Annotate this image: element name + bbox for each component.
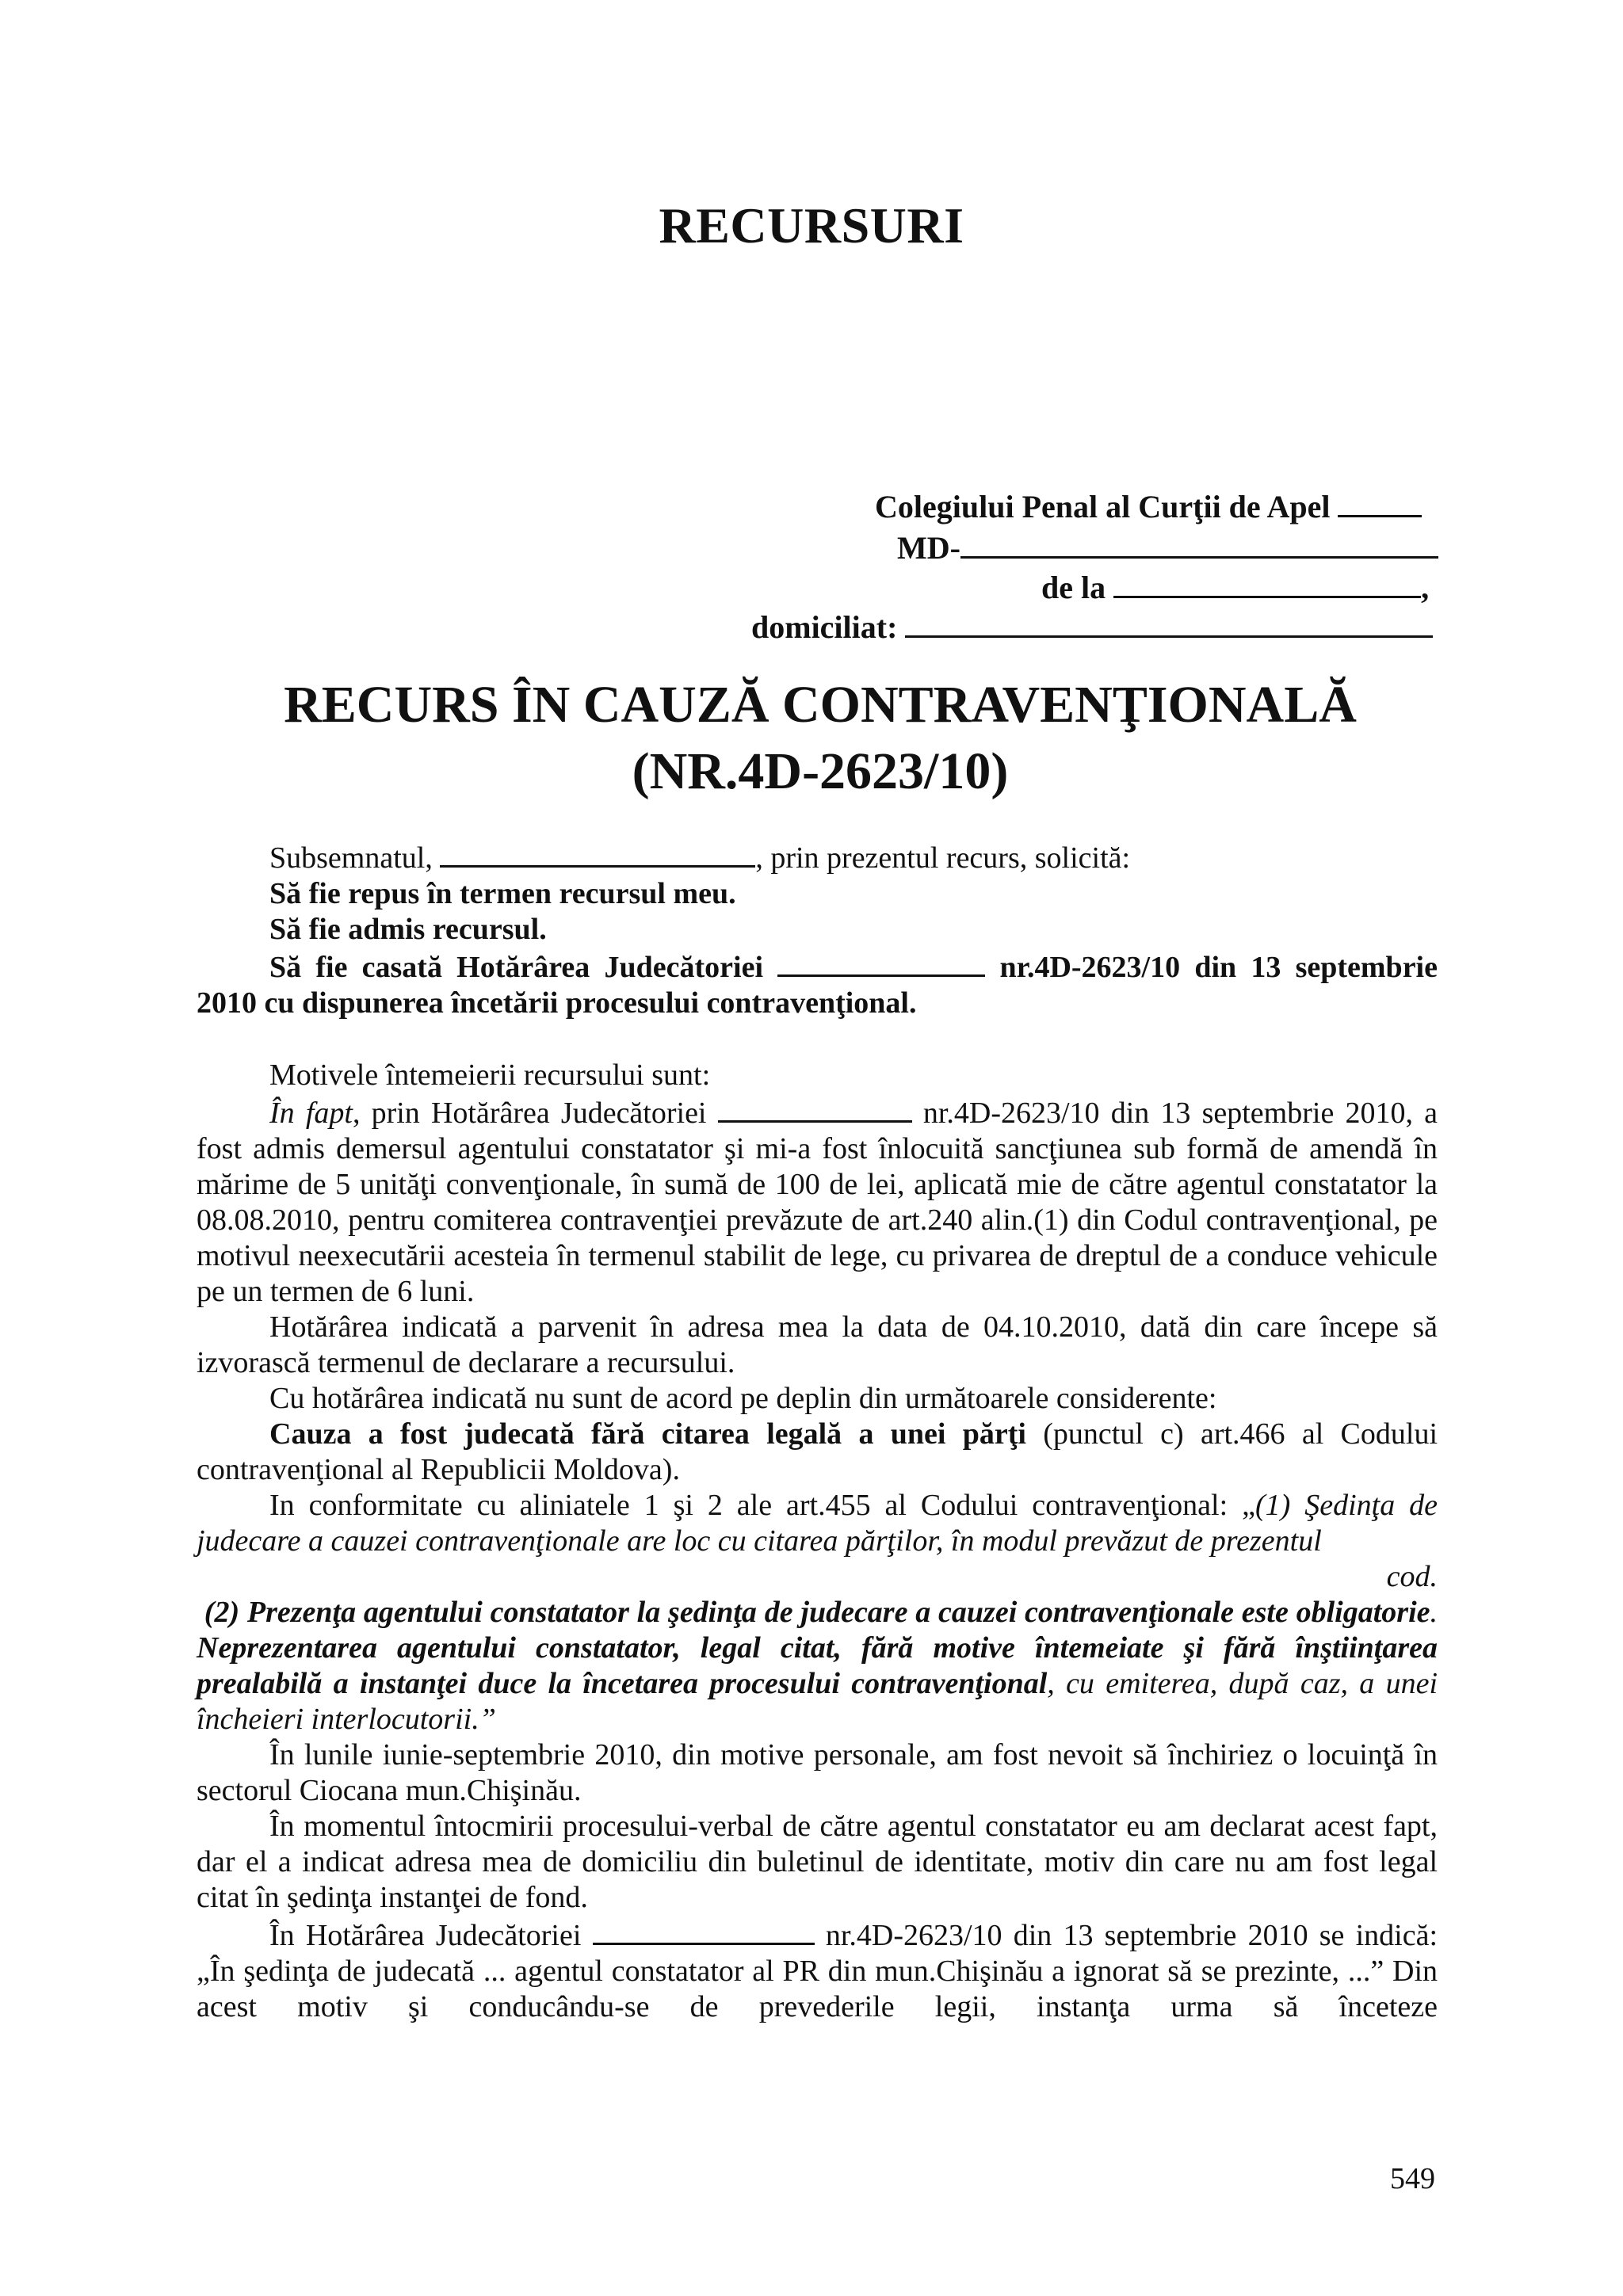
article-quote-2c: Neprezentarea agentului constatator, legal citat, fără motive întemeiate şi fără înştiinţarea prealabilă a instanţei duce la încetarea procesului contravenţional xyxy=(197,1631,1438,1700)
paragraph-cause xyxy=(197,1417,1438,1488)
article-intro: In conformitate cu aliniatele 1 şi 2 ale art.455 al Codului contravenţional: „ xyxy=(269,1489,1255,1522)
subsemnatul-rest: , prin prezentul recurs, solicită: xyxy=(755,841,1131,875)
request-item-2: Să fie admis recursul. xyxy=(269,913,547,946)
article-quote-2a: (2) Prezenţa agentului constatator la şedinţa de judecare a cauzei contravenţionale este obligatorie xyxy=(204,1596,1430,1629)
request-item-3-rest: nr.4D-2623/10 din 13 septembrie 2010 cu dispunerea încetării procesului contravenţional. xyxy=(197,951,1438,1020)
md-blank[interactable] xyxy=(960,528,1438,559)
paragraph-received: Hotărârea indicată a parvenit în adresa mea la data de 04.10.2010, dată din care începe să izvorască termenul de declarare a recursului. xyxy=(197,1310,1438,1379)
document-title-line2: (NR.4D-2623/10) xyxy=(632,742,1009,800)
subsemnatul-line xyxy=(197,838,1438,876)
paragraph-article-2 xyxy=(197,1595,1438,1737)
address-line-court xyxy=(875,486,1422,525)
address-domicile-label: domiciliat: xyxy=(751,609,898,645)
paragraph-decision xyxy=(197,1916,1438,2025)
subsemnatul-label: Subsemnatul, xyxy=(269,841,433,875)
paragraph-report: În momentul întocmirii procesului-verbal de către agentul constatator eu am declarat acest fapt, dar el a indicat adresa mea de domiciliu din buletinul de identitate, motiv din care nu am fost legal citat în şedinţa instanţei de fond. xyxy=(197,1810,1438,1914)
court-blank[interactable] xyxy=(1338,486,1422,517)
address-line-from xyxy=(1041,567,1429,606)
article-quote-2d: , cu emiterea, după caz, a unei încheieri interlocutorii xyxy=(197,1667,1438,1736)
from-blank[interactable] xyxy=(1113,567,1421,598)
paragraph-article-455 xyxy=(197,1488,1438,1559)
facts-court-blank[interactable] xyxy=(718,1093,912,1123)
paragraph-disagree: Cu hotărârea indicată nu sunt de acord pe deplin din următoarele considerente: xyxy=(269,1382,1217,1415)
article-quote-1: (1) Şedinţa de judecare a cauzei contravenţionale are loc cu citarea părţilor, în modul prevăzut de prezentul xyxy=(197,1489,1438,1558)
document-title-line1: RECURS ÎN CAUZĂ CONTRAVENŢIONALĂ xyxy=(284,676,1357,734)
address-from-label: de la xyxy=(1041,570,1106,605)
address-md-label: MD- xyxy=(897,530,960,566)
paragraph-article-end xyxy=(197,1559,1438,1595)
article-quote-end: cod. xyxy=(1386,1560,1438,1593)
court-name-blank[interactable] xyxy=(777,948,985,977)
address-from-comma: , xyxy=(1421,570,1430,605)
facts-rest: nr.4D-2623/10 din 13 septembrie 2010, a fost admis demersul agentului constatator şi mi-a fost înlocuită sancţiunea sub formă de amendă în mărime de 5 unităţi convenţionale, în sumă de 100 de lei, aplicată mie de către agentul constatator la 08.08.2010, pentru comiterea contravenţiei prevăzute de art.240 alin.(1) din Codul contravenţional, pe motivul neexecutării acesteia în termenul stabilit de lege, cu privarea de dreptul de a conduce vehicule pe un termen de 6 luni. xyxy=(197,1097,1438,1308)
motives-intro: Motivele întemeierii recursului sunt: xyxy=(269,1058,711,1092)
request-section xyxy=(197,838,1438,2025)
paragraph-rent: În lunile iunie-septembrie 2010, din motive personale, am fost nevoit să închiriez o locuinţă în sectorul Ciocana mun.Chişinău. xyxy=(197,1738,1438,1807)
request-item-3 xyxy=(197,948,1438,1021)
article-quote-2b: . xyxy=(1430,1596,1438,1629)
address-line-md xyxy=(897,528,1438,566)
request-item-3-start: Să fie casată Hotărârea Judecătoriei xyxy=(269,951,764,984)
name-blank[interactable] xyxy=(440,838,755,868)
decision-court-blank[interactable] xyxy=(593,1916,815,1945)
domicile-blank[interactable] xyxy=(905,607,1433,638)
cause-rest: (punctul c) art.466 al Codului contravenţional al Republicii Moldova). xyxy=(197,1417,1438,1486)
document-title xyxy=(0,672,1623,805)
request-item-1: Să fie repus în termen recursul meu. xyxy=(269,877,736,910)
cause-bold: Cauza a fost judecată fără citarea legală a unei părţi xyxy=(269,1417,1026,1451)
address-court-label: Colegiului Penal al Curţii de Apel xyxy=(875,489,1331,524)
paragraph-facts xyxy=(197,1093,1438,1310)
decision-rest: nr.4D-2623/10 din 13 septembrie 2010 se indică: „În şedinţa de judecată ... agentul constatator al PR din mun.Chişinău a ignorat să se prezinte, ...” Din acest motiv şi conducându-se de prevederile legii, instanţa urma să înceteze xyxy=(197,1919,1438,2023)
section-title: RECURSURI xyxy=(659,197,964,254)
facts-start: , prin Hotărârea Judecătoriei xyxy=(352,1097,707,1130)
article-quote-2e: .” xyxy=(472,1703,496,1736)
page-number: 549 xyxy=(1390,2162,1435,2195)
decision-start: În Hotărârea Judecătoriei xyxy=(269,1919,582,1952)
facts-label: În fapt xyxy=(269,1097,353,1130)
address-line-domicile xyxy=(751,607,1433,646)
